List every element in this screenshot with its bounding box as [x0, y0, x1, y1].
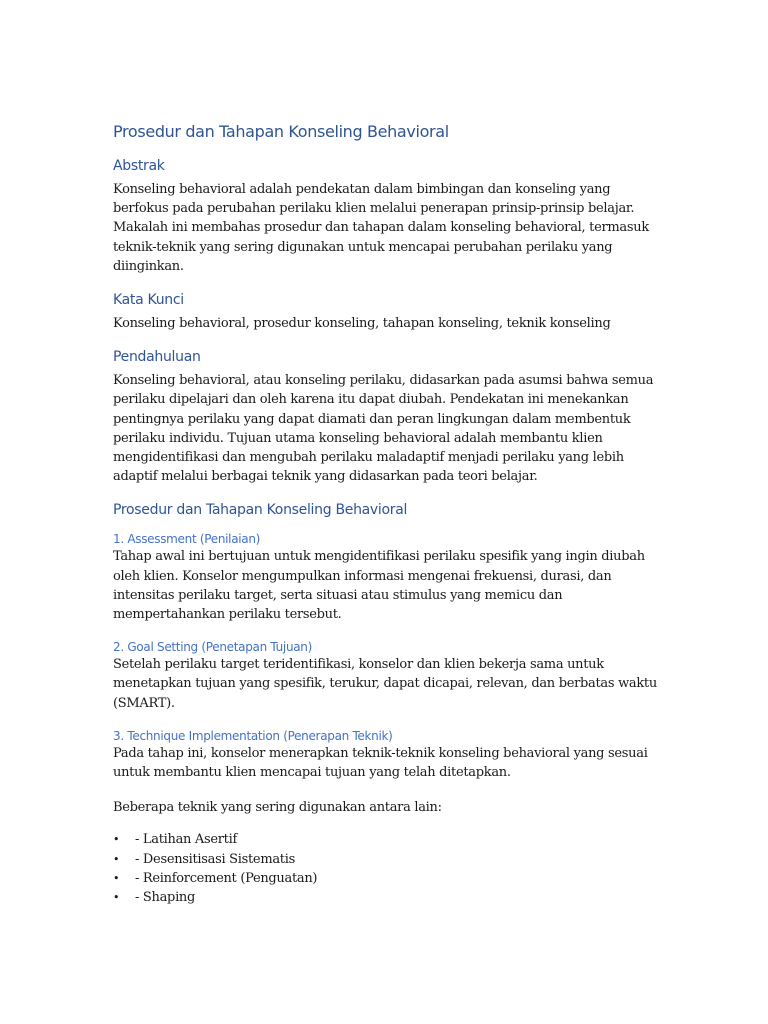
bullet-icon: •	[113, 833, 120, 847]
list-item-text: - Latihan Asertif	[135, 832, 237, 848]
pendahuluan-paragraph: Konseling behavioral, atau konseling perilaku, didasarkan pada asumsi bahwa semua perilaku dipelajari dan oleh karena itu dapat diubah. Pendekatan ini menekankan pentingnya perilaku yang dapat diamati dan peran lingkungan dalam membentuk perilaku individu. Tujuan utama konseling behavioral adalah membantu klien mengidentifikasi dan mengubah perilaku maladaptif menjadi perilaku yang lebih adaptif melalui berbagai teknik yang didasarkan pada teori belajar.	[113, 373, 654, 485]
step-heading-goal-setting: 2. Goal Setting (Penetapan Tujuan)	[113, 640, 312, 655]
list-item-text: - Reinforcement (Penguatan)	[135, 870, 318, 886]
bullet-icon: •	[113, 871, 120, 885]
heading-prosedur: Prosedur dan Tahapan Konseling Behavioral	[113, 502, 408, 519]
bullet-icon: •	[113, 891, 120, 905]
heading-abstrak: Abstrak	[113, 158, 165, 174]
list-item	[113, 850, 658, 869]
step-paragraph-assessment: Tahap awal ini bertujuan untuk mengidentifikasi perilaku spesifik yang ingin diubah oleh klien. Konselor mengumpulkan informasi mengenai frekuensi, durasi, dan intensitas perilaku target, serta situasi atau stimulus yang memicu dan mempertahankan perilaku tersebut.	[113, 549, 645, 623]
step-paragraph-goal-setting: Setelah perilaku target teridentifikasi, konselor dan klien bekerja sama untuk menetapkan tujuan yang spesifik, terukur, dapat dicapai, relevan, dan berbatas waktu (SMART).	[113, 657, 657, 711]
document-page	[113, 122, 658, 907]
bullet-icon: •	[113, 852, 120, 866]
list-item-text: - Desensitisasi Sistematis	[135, 851, 295, 867]
list-item-text: - Shaping	[135, 890, 196, 906]
heading-kata-kunci: Kata Kunci	[113, 292, 184, 309]
list-item	[113, 869, 658, 888]
techniques-list	[113, 830, 658, 907]
document-title: Prosedur dan Tahapan Konseling Behavioral	[113, 122, 449, 141]
kata-kunci-paragraph: Konseling behavioral, prosedur konseling, tahapan konseling, teknik konseling	[113, 316, 611, 332]
abstrak-paragraph: Konseling behavioral adalah pendekatan dalam bimbingan dan konseling yang berfokus pada perubahan perilaku klien melalui penerapan prinsip-prinsip belajar. Makalah ini membahas prosedur dan tahapan dalam konseling behavioral, termasuk teknik-teknik yang sering digunakan untuk mencapai perubahan perilaku yang diinginkan.	[113, 182, 649, 274]
list-item	[113, 888, 658, 907]
list-item	[113, 830, 658, 849]
techniques-intro: Beberapa teknik yang sering digunakan antara lain:	[113, 800, 442, 816]
heading-pendahuluan: Pendahuluan	[113, 349, 201, 366]
step-heading-technique-implementation: 3. Technique Implementation (Penerapan Teknik)	[113, 728, 393, 743]
step-heading-assessment: 1. Assessment (Penilaian)	[113, 532, 261, 547]
step-paragraph-technique-implementation: Pada tahap ini, konselor menerapkan teknik-teknik konseling behavioral yang sesuai untuk membantu klien mencapai tujuan yang telah ditetapkan.	[113, 745, 648, 781]
